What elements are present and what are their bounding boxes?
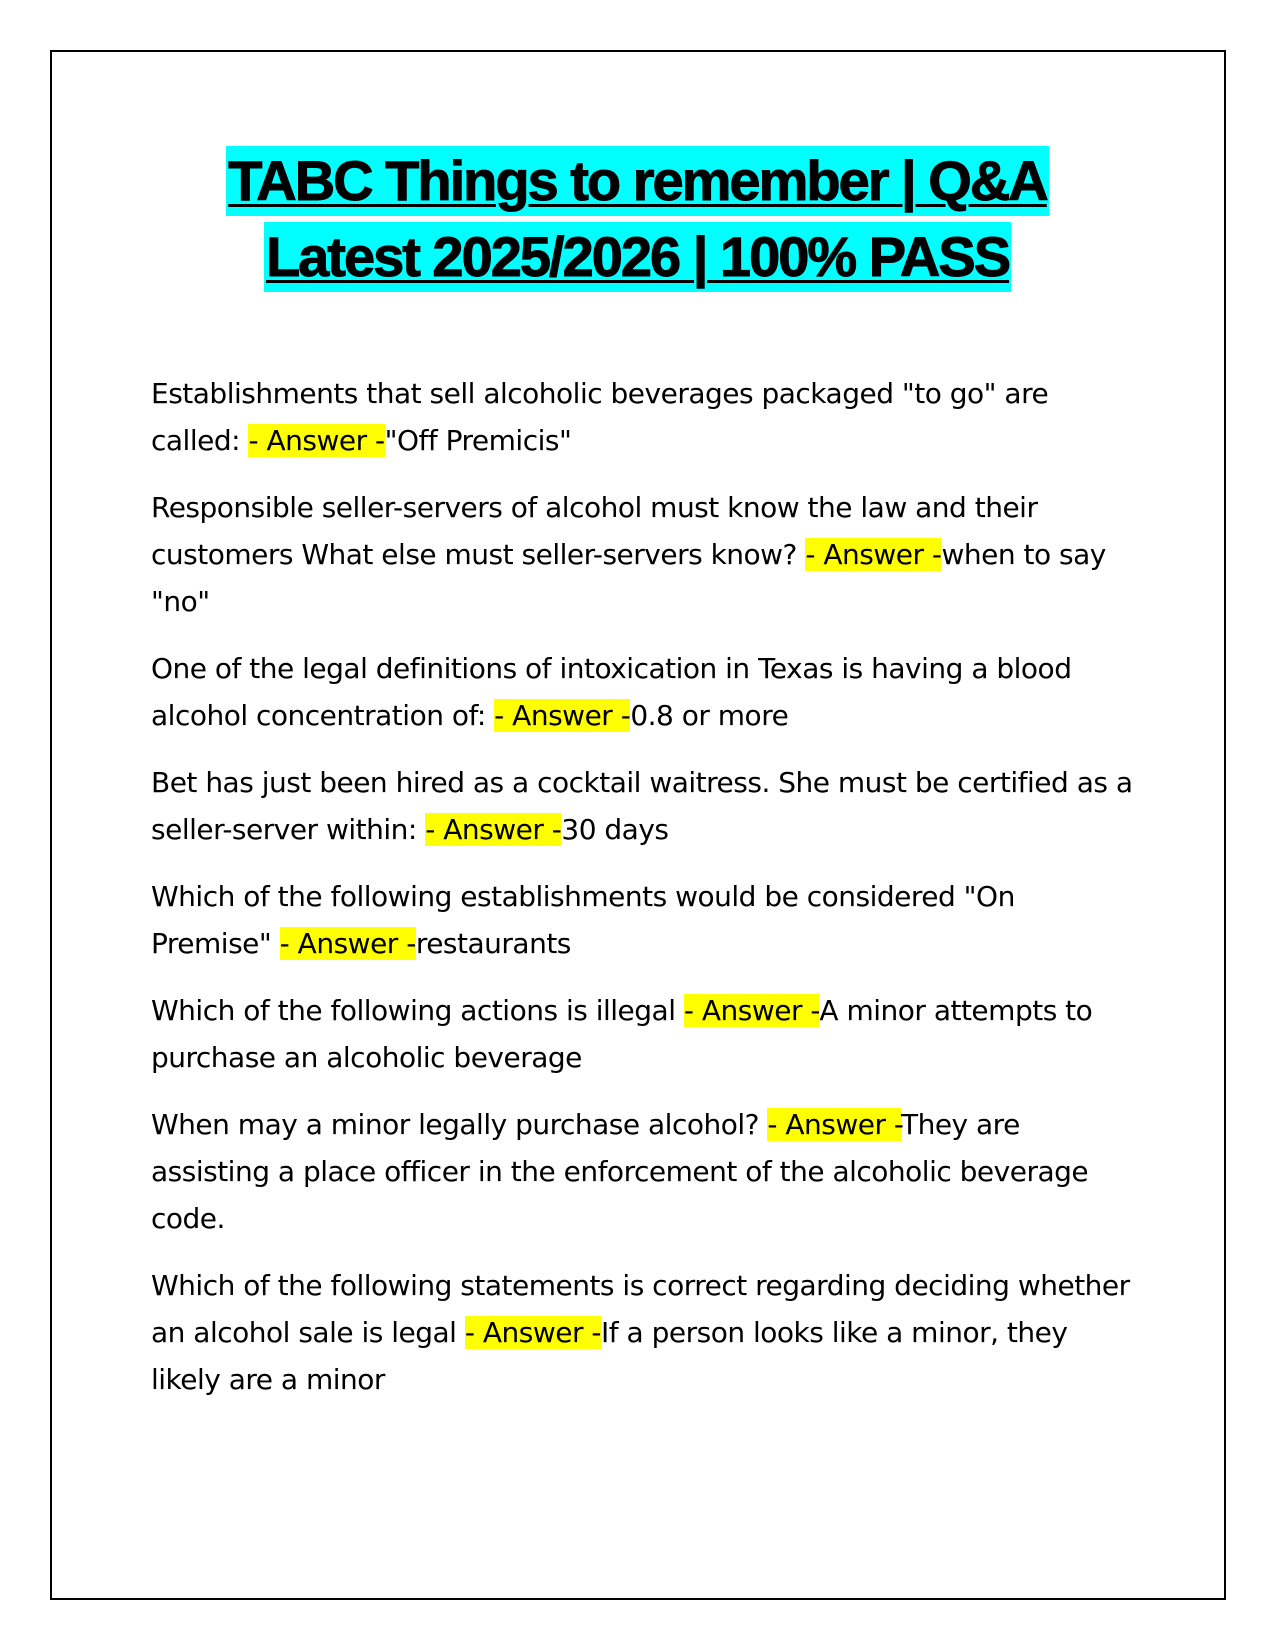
document-title [0,146,1275,298]
qa-item [151,645,1136,739]
question-text: Which of the following actions is illegal [151,994,684,1027]
answer-marker: - Answer - [767,1108,901,1141]
question-text: Which of the following establishments would be considered "On Premise" [151,880,1015,960]
answer-text: A minor attempts to purchase an alcoholic beverage [151,994,1093,1074]
question-text: Bet has just been hired as a cocktail waitress. She must be certified as a seller-server within: [151,766,1133,846]
qa-item [151,987,1136,1081]
question-text: Responsible seller-servers of alcohol must know the law and their customers What else must seller-servers know? [151,491,1038,571]
answer-marker: - Answer - [805,538,942,571]
answer-text: If a person looks like a minor, they likely are a minor [151,1316,1068,1396]
answer-marker: - Answer - [425,813,562,846]
question-text: Which of the following statements is correct regarding deciding whether an alcohol sale is legal [151,1269,1130,1349]
answer-marker: - Answer - [464,1316,602,1349]
title-line-1: TABC Things to remember | Q&A [226,146,1048,216]
answer-marker: - Answer - [248,424,385,457]
answer-text: restaurants [415,927,571,960]
answer-text: 30 days [561,813,669,846]
answer-text: when to say "no" [151,538,1106,618]
question-text: One of the legal definitions of intoxication in Texas is having a blood alcohol concentration of: [151,652,1072,732]
qa-item [151,759,1136,853]
answer-marker: - Answer - [279,927,416,960]
answer-marker: - Answer - [494,699,631,732]
qa-item [151,370,1136,464]
question-text: Establishments that sell alcoholic beverages packaged "to go" are called: [151,377,1049,457]
answer-marker: - Answer - [683,994,820,1027]
qa-item [151,1101,1136,1242]
qa-item [151,484,1136,625]
qa-list [151,370,1136,1423]
answer-text: "Off Premicis" [384,424,572,457]
answer-text: They are assisting a place officer in the enforcement of the alcoholic beverage code. [151,1108,1089,1235]
qa-item [151,1262,1136,1403]
question-text: When may a minor legally purchase alcohol? [151,1108,768,1141]
title-line-2: Latest 2025/2026 | 100% PASS [264,222,1011,292]
qa-item [151,873,1136,967]
answer-text: 0.8 or more [630,699,789,732]
